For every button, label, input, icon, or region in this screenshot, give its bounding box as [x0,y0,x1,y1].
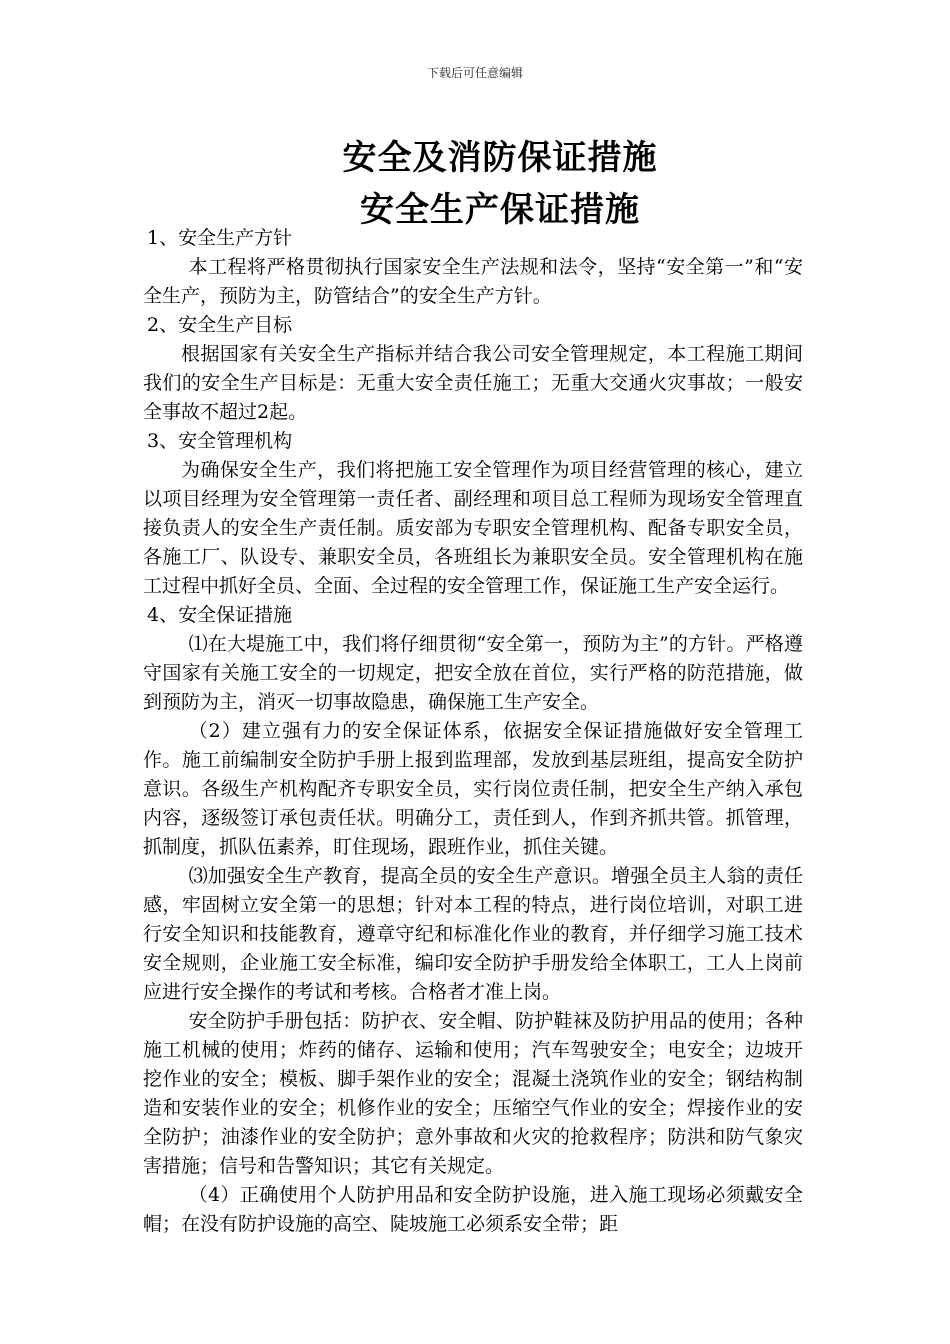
section-heading-4: 4、安全保证措施 [147,604,293,626]
paragraph: ⑴在大堤施工中，我们将仔细贯彻“安全第一，预防为主”的方针。严格遵守国家有关施工安全的一切规定，把安全放在首位，实行严格的防范措施，做到预防为主，消灭一切事故隐患，确保施工生产安全。 [143,633,803,713]
paragraph: （4）正确使用个人防护用品和安全防护设施，进入施工现场必须戴安全帽；在没有防护设施的高空、陡坡施工必须系安全带；距 [143,1184,803,1235]
paragraph: ⑶加强安全生产教育，提高全员的安全生产意识。增强全员主人翁的责任感，牢固树立安全第一的思想；针对本工程的特点，进行岗位培训，对职工进行安全知识和技能教育，遵章守纪和标准化作业的教育，并仔细学习施工技术安全规则，企业施工安全标准，编印安全防护手册发给全体职工，工人上岗前应进行安全操作的考试和考核。合格者才准上岗。 [143,865,803,1003]
paragraph: 本工程将严格贯彻执行国家安全生产法规和法令，坚持“安全第一”和“安全生产，预防为主，防管结合”的安全生产方针。 [143,256,803,307]
header-note: 下载后可任意编辑 [426,66,523,80]
document-title: 安全及消防保证措施 [342,138,658,178]
paragraph: 安全防护手册包括：防护衣、安全帽、防护鞋袜及防护用品的使用；各种施工机械的使用；炸药的储存、运输和使用；汽车驾驶安全；电安全；边坡开挖作业的安全；模板、脚手架作业的安全；混凝土浇筑作业的安全；钢结构制造和安装作业的安全；机修作业的安全；压缩空气作业的安全；焊接作业的安全防护；油漆作业的安全防护；意外事故和火灾的抢救程序；防洪和防气象灾害措施；信号和告警知识；其它有关规定。 [143,1010,803,1177]
section-heading-1: 1、安全生产方针 [147,227,293,249]
section-heading-2: 2、安全生产目标 [147,314,293,336]
document-body [143,224,803,1239]
document-subtitle: 安全生产保证措施 [360,190,640,230]
paragraph: （2）建立强有力的安全保证体系，依据安全保证措施做好安全管理工作。施工前编制安全防护手册上报到监理部，发放到基层班组，提高安全防护意识。各级生产机构配齐专职安全员，实行岗位责任制，把安全生产纳入承包内容，逐级签订承包责任状。明确分工，责任到人，作到齐抓共管。抓管理，抓制度，抓队伍素养，盯住现场，跟班作业，抓住关键。 [143,720,803,858]
paragraph: 为确保安全生产，我们将把施工安全管理作为项目经营管理的核心，建立以项目经理为安全管理第一责任者、副经理和项目总工程师为现场安全管理直接负责人的安全生产责任制。质安部为专职安全管理机构、配备专职安全员，各施工厂、队设专、兼职安全员，各班组长为兼职安全员。安全管理机构在施工过程中抓好全员、全面、全过程的安全管理工作，保证施工生产安全运行。 [143,459,803,597]
paragraph: 根据国家有关安全生产指标并结合我公司安全管理规定，本工程施工期间我们的安全生产目标是：无重大安全责任施工；无重大交通火灾事故；一般安全事故不超过2起。 [143,343,803,423]
section-heading-3: 3、安全管理机构 [147,430,293,452]
